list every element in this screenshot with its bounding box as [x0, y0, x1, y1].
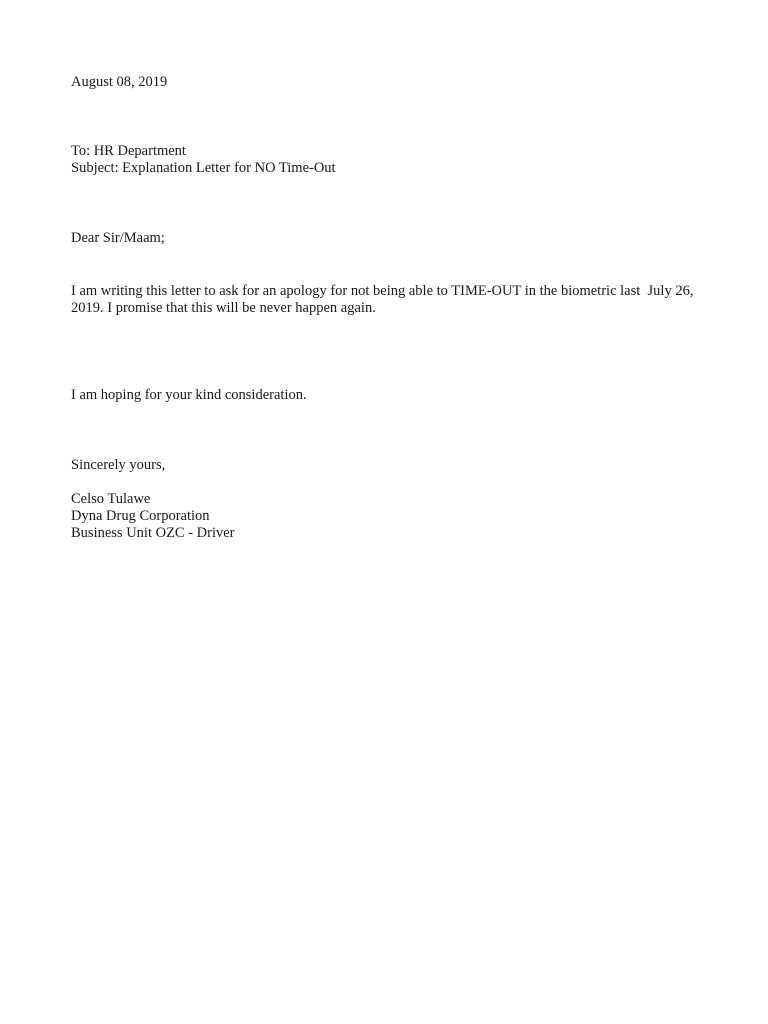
closing-line: Sincerely yours,: [71, 457, 166, 473]
letter-date: August 08, 2019: [71, 74, 168, 90]
recipient-line: To: HR Department: [71, 143, 186, 159]
salutation: Dear Sir/Maam;: [71, 230, 165, 246]
consideration-line: I am hoping for your kind consideration.: [71, 387, 307, 403]
signature-unit: Business Unit OZC - Driver: [71, 525, 235, 541]
subject-line: Subject: Explanation Letter for NO Time-Out: [71, 160, 336, 176]
signature-company: Dyna Drug Corporation: [71, 508, 210, 524]
body-paragraph: I am writing this letter to ask for an apology for not being able to TIME-OUT in the biometric last July 26, 2019. I promise that this will be never happen again.: [71, 283, 698, 316]
signature-name: Celso Tulawe: [71, 491, 151, 507]
